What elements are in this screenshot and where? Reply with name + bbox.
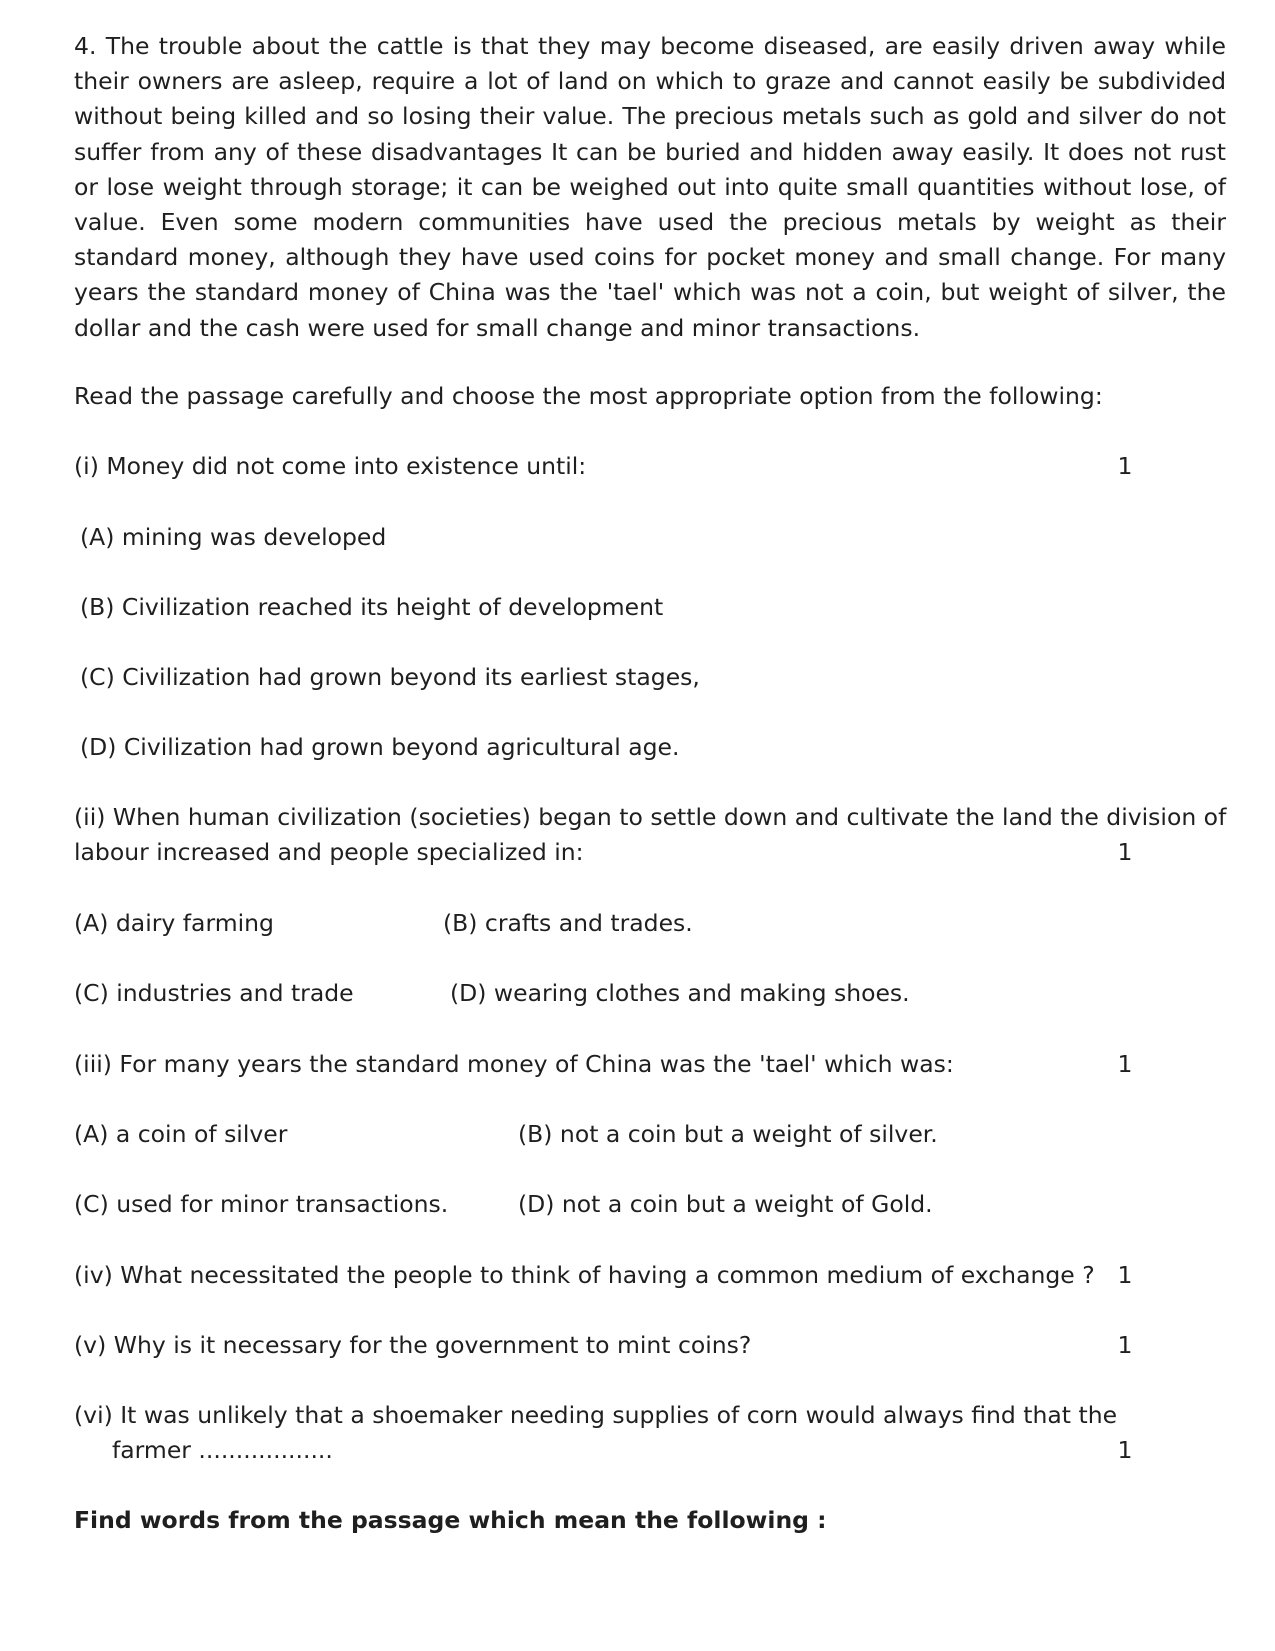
- question-2-text-line2: labour increased and people specialized in:: [74, 838, 584, 866]
- section-heading: Find words from the passage which mean the following :: [74, 1506, 827, 1534]
- question-4-text: (iv) What necessitated the people to think of having a common medium of exchange ?: [74, 1261, 1095, 1289]
- question-1-text: (i) Money did not come into existence until:: [74, 452, 587, 480]
- question-2-option-b: (B) crafts and trades.: [443, 909, 693, 937]
- question-6-text-line1: (vi) It was unlikely that a shoemaker needing supplies of corn would always find that the: [74, 1401, 1118, 1429]
- question-3-option-c: (C) used for minor transactions.: [74, 1190, 449, 1218]
- passage-paragraph: 4. The trouble about the cattle is that they may become diseased, are easily driven away while their owners are asleep, require a lot of land on which to graze and cannot easily be subdivided without being killed and so losing their value. The precious metals such as gold and silver do not suffer from any of these disadvantages It can be buried and hidden away easily. It does not rust or lose weight through storage; it can be weighed out into quite small quantities without lose, of value. Even some modern communities have used the precious metals by weight as their standard money, although they have used coins for pocket money and small change. For many years the standard money of China was the 'tael' which was not a coin, but weight of silver, the dollar and the cash were used for small change and minor transactions.: [74, 32, 1226, 342]
- question-2-option-d: (D) wearing clothes and making shoes.: [450, 979, 910, 1007]
- question-2-text-line1: (ii) When human civilization (societies) began to settle down and cultivate the land the division of: [74, 803, 1227, 831]
- question-3-option-d: (D) not a coin but a weight of Gold.: [518, 1190, 933, 1218]
- question-1-marks: 1: [1117, 452, 1133, 480]
- question-6-marks: 1: [1117, 1436, 1133, 1464]
- question-2-option-c: (C) industries and trade: [74, 979, 354, 1007]
- instruction-text: Read the passage carefully and choose the most appropriate option from the following:: [74, 382, 1103, 410]
- question-3-marks: 1: [1117, 1050, 1133, 1078]
- question-4-marks: 1: [1117, 1261, 1133, 1289]
- question-5-text: (v) Why is it necessary for the government to mint coins?: [74, 1331, 752, 1359]
- question-1-option-b: (B) Civilization reached its height of development: [80, 593, 664, 621]
- question-5-marks: 1: [1117, 1331, 1133, 1359]
- question-1-option-d: (D) Civilization had grown beyond agricultural age.: [80, 733, 680, 761]
- question-2-marks: 1: [1117, 838, 1133, 866]
- question-2-option-a: (A) dairy farming: [74, 909, 274, 937]
- question-3-option-b: (B) not a coin but a weight of silver.: [518, 1120, 938, 1148]
- question-3-text: (iii) For many years the standard money of China was the 'tael' which was:: [74, 1050, 954, 1078]
- question-1-option-c: (C) Civilization had grown beyond its earliest stages,: [80, 663, 700, 691]
- question-3-option-a: (A) a coin of silver: [74, 1120, 288, 1148]
- question-6-text-line2: farmer ..................: [112, 1436, 333, 1464]
- question-1-option-a: (A) mining was developed: [80, 523, 387, 551]
